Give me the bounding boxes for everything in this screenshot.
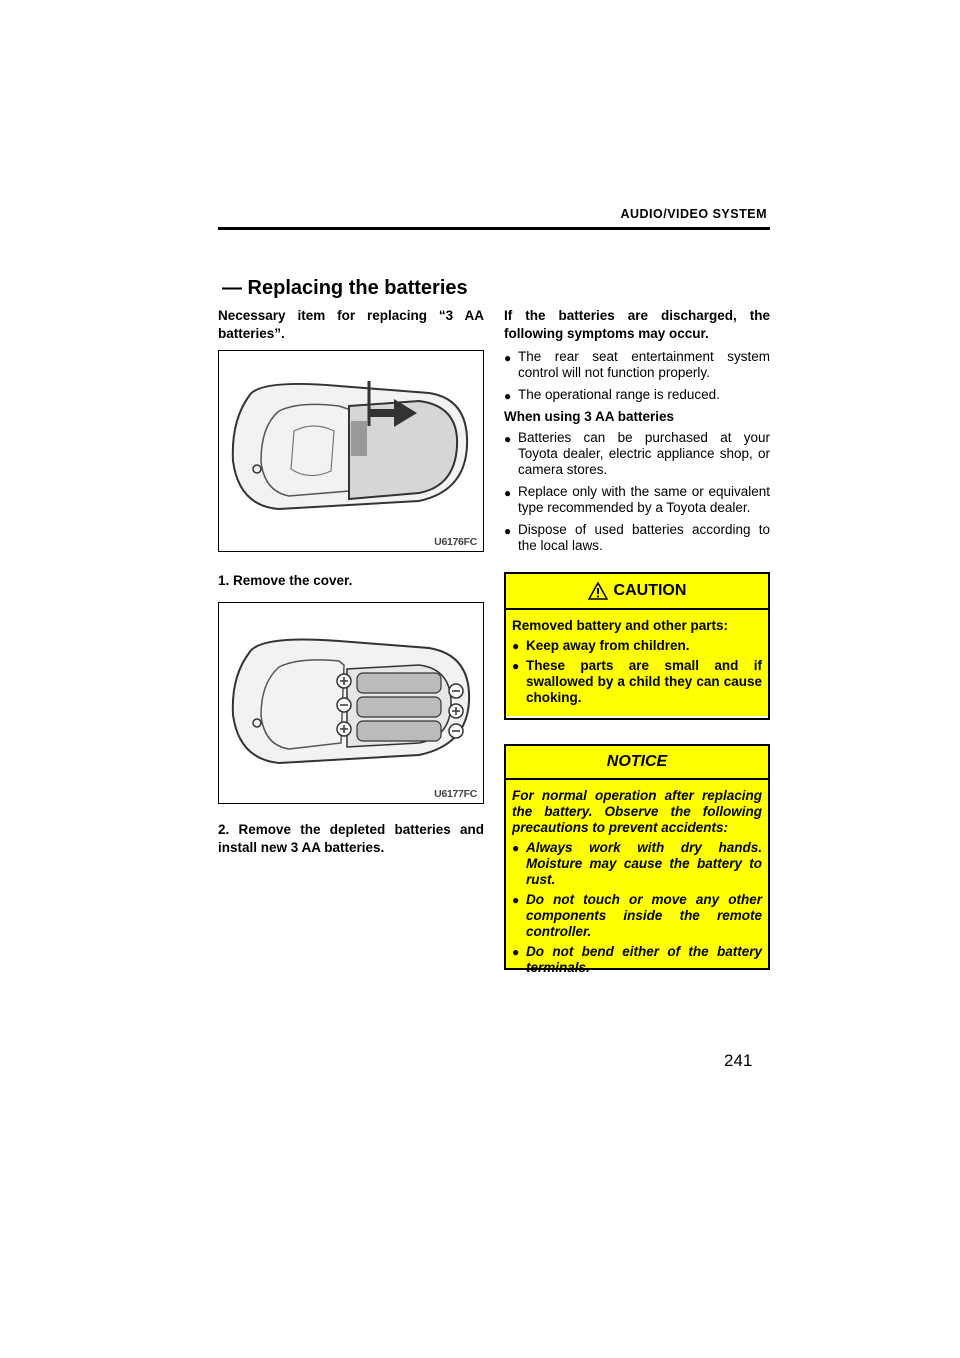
list-item: ● Do not touch or move any other components inside the remote controller. [512,892,762,939]
list-item: ● Dispose of used batteries according to the local laws. [504,522,770,553]
notice-title: NOTICE [606,753,668,770]
section-header: AUDIO/VIDEO SYSTEM [620,207,767,221]
list-item: ● Batteries can be purchased at your Toyota dealer, electric appliance shop, or camera stores. [504,430,770,477]
subheading: When using 3 AA batteries [504,409,675,424]
list-item: ● Always work with dry hands. Moisture may cause the battery to rust. [512,840,762,887]
remote-cover-illustration [219,351,483,551]
header-rule [218,227,770,230]
intro-text: Necessary item for replacing “3 AA batteries”. [218,308,484,341]
figure-remove-cover [218,350,484,552]
page-number: 241 [724,1051,753,1070]
step-2: 2. Remove the depleted batteries and install new 3 AA batteries. [218,822,484,855]
caution-list [512,638,762,706]
notice-body [506,780,768,976]
left-column [218,307,484,857]
caution-box [504,572,770,720]
page-title: — Replacing the batteries [222,277,468,299]
remote-batteries-illustration [219,603,483,803]
list-item: ● Do not bend either of the battery terminals. [512,944,762,975]
list-item: ● Replace only with the same or equivalent type recommended by a Toyota dealer. [504,484,770,515]
caution-title: CAUTION [613,582,687,599]
list-item: ● These parts are small and if swallowed by a child they can cause choking. [512,658,762,705]
notice-list [512,840,762,976]
figure-code: U6177FC [434,788,477,800]
notice-box [504,744,770,975]
step-1: 1. Remove the cover. [218,573,353,588]
caution-body [506,610,768,716]
right-column [504,307,770,560]
caution-lead: Removed battery and other parts: [512,618,729,633]
list-item: ● The rear seat entertainment system control will not function properly. [504,349,770,380]
figure-install-batteries [218,602,484,804]
list-item: ● The operational range is reduced. [504,387,720,403]
notice-lead: For normal operation after replacing the battery. Observe the following precautions to prevent accidents: [512,788,762,835]
symptoms-intro: If the batteries are discharged, the following symptoms may occur. [504,308,770,341]
caution-header [506,574,768,610]
warning-triangle-icon [588,582,608,600]
figure-code: U6176FC [434,536,477,548]
aa-battery-list [504,430,770,554]
notice-header [506,746,768,780]
list-item: ● Keep away from children. [512,638,690,653]
symptoms-list [504,349,770,403]
